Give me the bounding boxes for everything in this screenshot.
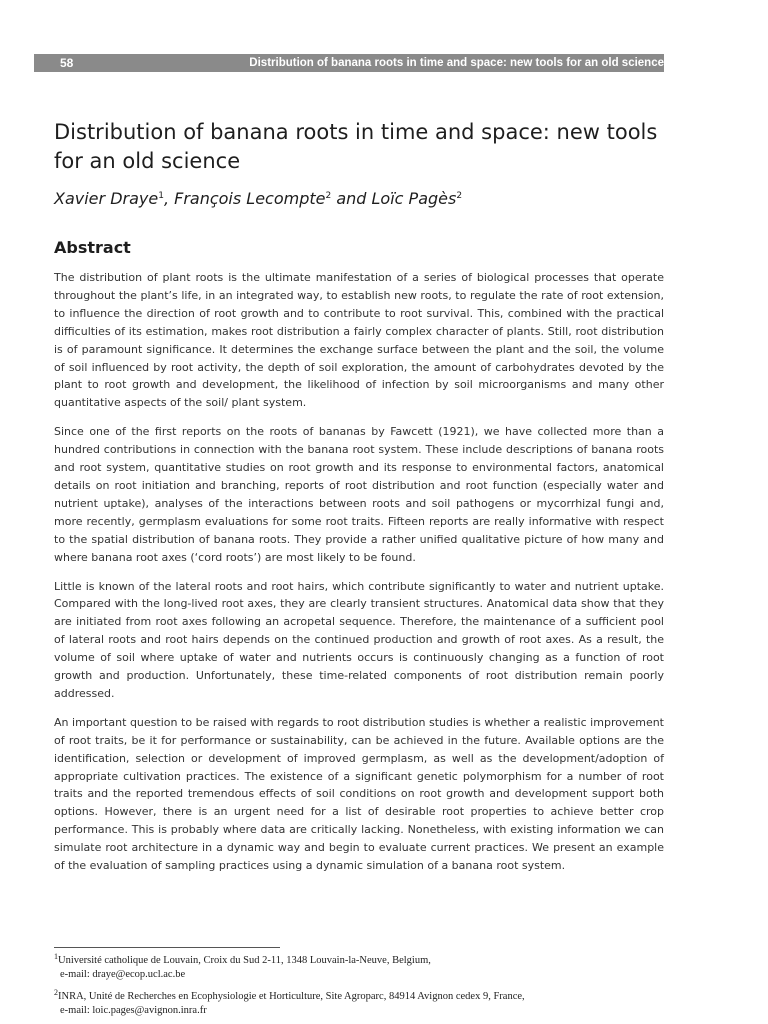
footnotes	[54, 950, 694, 1022]
running-title: Distribution of banana roots in time and space: new tools for an old science	[249, 57, 664, 69]
abstract-paragraph: Little is known of the lateral roots and root hairs, which contribute significantly to water and nutrient uptake. Compared with the long-lived root axes, they are clearly transient structures. Anatomical data show that they are initiated from root axes following an acropetal sequence. Therefore, the maintenance of a sufficient pool of lateral roots and root hairs depends on the continued production and growth of root axes. As a result, the volume of soil where uptake of water and nutrients occurs is continuously changing as a function of root growth and production. Unfortunately, these time-related components of root distribution remain poorly addressed.	[54, 579, 664, 700]
footnote-email[interactable]: e-mail: draye@ecop.ucl.ac.be	[60, 969, 186, 980]
footnote-divider	[54, 947, 280, 948]
footnote-mark: 2	[54, 988, 58, 997]
author-separator: and	[331, 189, 372, 208]
footnote-email[interactable]: e-mail: loic.pages@avignon.inra.fr	[60, 1005, 207, 1016]
footnote	[54, 950, 694, 982]
author-affiliation-mark: 1	[158, 191, 164, 201]
page-number: 58	[60, 56, 74, 70]
footnote-mark: 1	[54, 952, 58, 961]
author-list	[54, 189, 462, 208]
abstract-paragraph: The distribution of plant roots is the ultimate manifestation of a series of biological processes that operate throughout the plant’s life, in an integrated way, to establish new roots, to regulate the rate of root extension, to influence the direction of root growth and to contribute to root survival. This, combined with the practical difficulties of its estimation, makes root distribution a fairly complex character of plants. Still, root distribution is of paramount significance. It determines the exchange surface between the plant and the soil, the volume of soil influenced by root activity, the depth of soil exploration, the amount of carbohydrates devoted by the plant to root growth and development, the likelihood of infection by soil microorganisms and many other quantitative aspects of the soil/ plant system.	[54, 271, 664, 410]
paper-title: Distribution of banana roots in time and space: new tools for an old science	[54, 120, 658, 173]
footnote-affiliation: INRA, Unité de Recherches en Ecophysiologie et Horticulture, Site Agroparc, 84914 Avignon cedex 9, France,	[58, 991, 525, 1002]
abstract-heading: Abstract	[54, 238, 131, 257]
author-name: Xavier Draye	[54, 189, 159, 208]
abstract-body	[54, 269, 664, 886]
abstract-paragraph: An important question to be raised with regards to root distribution studies is whether a realistic improvement of root traits, be it for performance or sustainability, can be achieved in the future. Available options are the identification, selection or development of improved germplasm, as well as the development/adoption of appropriate cultivation practices. The existence of a significant genetic polymorphism for a number of root traits and the reported tremendous effects of soil conditions on root growth and development support both options. However, there is an urgent need for a list of desirable root properties to achieve better crop performance. This is probably where data are critically lacking. Nonetheless, with existing information we can simulate root architecture in a dynamic way and begin to evaluate current practices. We present an example of the evaluation of sampling practices using a dynamic simulation of a banana root system.	[54, 715, 664, 873]
author-affiliation-mark: 2	[456, 191, 463, 201]
running-header	[34, 54, 664, 72]
author-name: François Lecompte	[174, 189, 326, 208]
abstract-paragraph: Since one of the first reports on the roots of bananas by Fawcett (1921), we have collected more than a hundred contributions in connection with the banana root system. These include descriptions of banana roots and root system, quantitative studies on root growth and its response to environmental factors, anatomical details on root initiation and branching, reports of root distribution and root function (especially water and nutrient uptake), analyses of the interactions between roots and soil pathogens or mycorrhizal fungi and, more recently, germplasm evaluations for some root traits. Fifteen reports are really informative with respect to the spatial distribution of banana roots. They provide a rather unified qualitative picture of how many and where banana root axes (‘cord roots’) are most likely to be found.	[54, 425, 664, 564]
footnote	[54, 986, 694, 1018]
author-affiliation-mark: 2	[325, 191, 332, 201]
footnote-affiliation: Université catholique de Louvain, Croix du Sud 2-11, 1348 Louvain-la-Neuve, Belgium,	[58, 955, 431, 966]
author-separator: ,	[163, 189, 175, 208]
author-name: Loïc Pagès	[371, 189, 457, 208]
